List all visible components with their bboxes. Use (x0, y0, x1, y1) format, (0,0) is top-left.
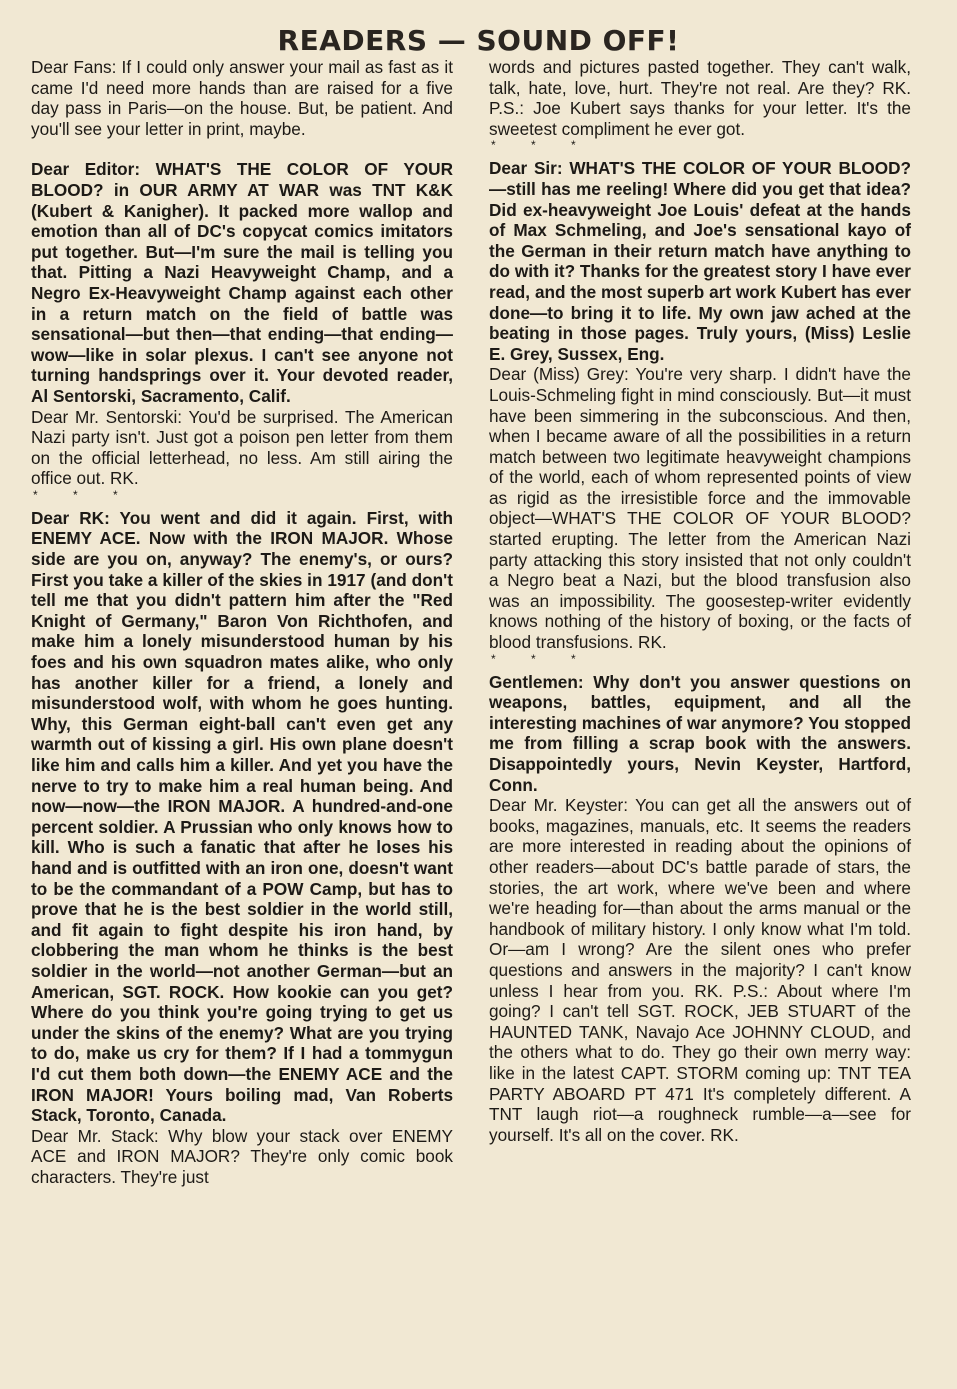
reply-sentorski: Dear Mr. Sentorski: You'd be surprised. The American Nazi party isn't. Just got a poison pen letter from them on the official letterhead, no less. Am still airing the office out. RK. (31, 406, 453, 489)
right-column (489, 57, 911, 1145)
left-column (31, 57, 453, 1187)
editor-intro: Dear Fans: If I could only answer your mail as fast as it came I'd need more hands than are raised for a five day pass in Paris—on the house. But, be patient. And you'll see your letter in print, maybe. (31, 57, 453, 139)
reply-grey: Dear (Miss) Grey: You're very sharp. I didn't have the Louis-Schmeling fight in mind consciously. But—it must have been simmering in the subconscious. And then, when I became aware of all the possibilities in a return match between two legitimate heavyweight champions of the world, each of whom represented points of view as rigid as the irresistible force and the immovable object—WHAT'S THE COLOR OF YOUR BLOOD? started erupting. The letter from the American Nazi party attacking this story insisted that not only couldn't a Negro beat a Nazi, but the blood transfusion also was an impossibility. The goosestep-writer evidently knows nothing of the history of boxing, or the facts of blood transfusions. RK. (489, 364, 911, 653)
letter-keyster: Gentlemen: Why don't you answer questions on weapons, battles, equipment, and all the interesting machines of war anymore? You stopped me from filling a scrap book with the answers. Disappointedly yours, Nevin Keyster, Hartford, Conn. (489, 671, 911, 795)
reply-stack-end: words and pictures pasted together. They can't walk, talk, hate, love, hurt. They're not real. Are they? RK. P.S.: Joe Kubert says thanks for your letter. It's the sweetest compliment he ever got. (489, 57, 911, 139)
reply-keyster: Dear Mr. Keyster: You can get all the answers out of books, magazines, manuals, etc. It seems the readers are more interested in reading about the opinions of other readers—about DC's battle parade of stars, the stories, the art work, where we've been and where we're heading for—than about the arms manual or the handbook of military history. I only know what I'm told. Or—am I wrong? Are the silent ones who prefer questions and answers in the majority? I can't know unless I hear from you. RK. P.S.: About where I'm going? I can't tell SGT. ROCK, JEB STUART of the HAUNTED TANK, Navajo Ace JOHNNY CLOUD, and the others what to do. They go their own merry way: like in the latest CAPT. STORM coming up: TNT TEA PARTY ABOARD PT 471 It's completely different. A TNT laugh riot—a roughneck rumble—a—see for yourself. It's all on the cover. RK. (489, 795, 911, 1145)
letter-grey: Dear Sir: WHAT'S THE COLOR OF YOUR BLOOD?—still has me reeling! Where did you get that idea? Did ex-heavyweight Joe Louis' defeat at the hands of Max Schmeling, and Joe's sensational kayo of the German in their return match have anything to do with it? Thanks for the greatest story I have ever read, and the most superb art work Kubert has ever done—to bring it to life. My own jaw ached at the beating in those pages. Truly yours, (Miss) Leslie E. Grey, Sussex, Eng. (489, 158, 911, 364)
separator: * * * (491, 651, 592, 666)
letter-sentorski: Dear Editor: WHAT'S THE COLOR OF YOUR BLOOD? in OUR ARMY AT WAR was TNT K&K (Kubert & Kanigher). It packed more wallop and emotion than all of DC's copycat comics imitators put together. But—I'm sure the mail is telling you that. Pitting a Nazi Heavyweight Champ, and a Negro Ex-Heavyweight Champ against each other in a return match on the field of battle was sensational—but then—that ending—that ending—wow—like in solar plexus. I can't see anyone not turning handsprings over it. Your devoted reader, Al Sentorski, Sacramento, Calif. (31, 159, 453, 406)
page-title: READERS — SOUND OFF! (277, 24, 680, 57)
reply-stack-start: Dear Mr. Stack: Why blow your stack over ENEMY ACE and IRON MAJOR? They're only comic book characters. They're just (31, 1125, 453, 1187)
separator: * * * (491, 138, 592, 153)
letter-stack: Dear RK: You went and did it again. First, with ENEMY ACE. Now with the IRON MAJOR. Whose side are you on, anyway? The enemy's, or ours? First you take a killer of the skies in 1917 (and don't tell me that you didn't pattern him after the "Red Knight of Germany," Baron Von Richthofen, and make him a lonely misunderstood human by his foes and his own squadron mates alike, who only has another killer for a friend, a lonely and misunderstood wolf, with whom he goes hunting. Why, this German eight-ball can't even get any warmth out of kissing a girl. His own plane doesn't like him and calls him a killer. And yet you have the nerve to try to make him a real human being. And now—now—the IRON MAJOR. A hundred-and-one percent soldier. A Prussian who only knows how to kill. Who is such a fanatic that after he loses his hand and is outfitted with an iron one, doesn't want to be the commandant of a POW Camp, but has to prove that he is the best soldier in the world still, and fit again to fight despite his iron hand, by clobbering the man whom he thinks is the best soldier in the world—not another German—but an American, SGT. ROCK. How kookie can you get? Where do you think you're going trying to get us under the skins of the enemy? What are you trying to do, make us cry for them? If I had a tommygun I'd cut them both down—the ENEMY ACE and the IRON MAJOR! Yours boiling mad, Van Roberts Stack, Toronto, Canada. (31, 507, 453, 1126)
separator: * * * (33, 487, 134, 502)
